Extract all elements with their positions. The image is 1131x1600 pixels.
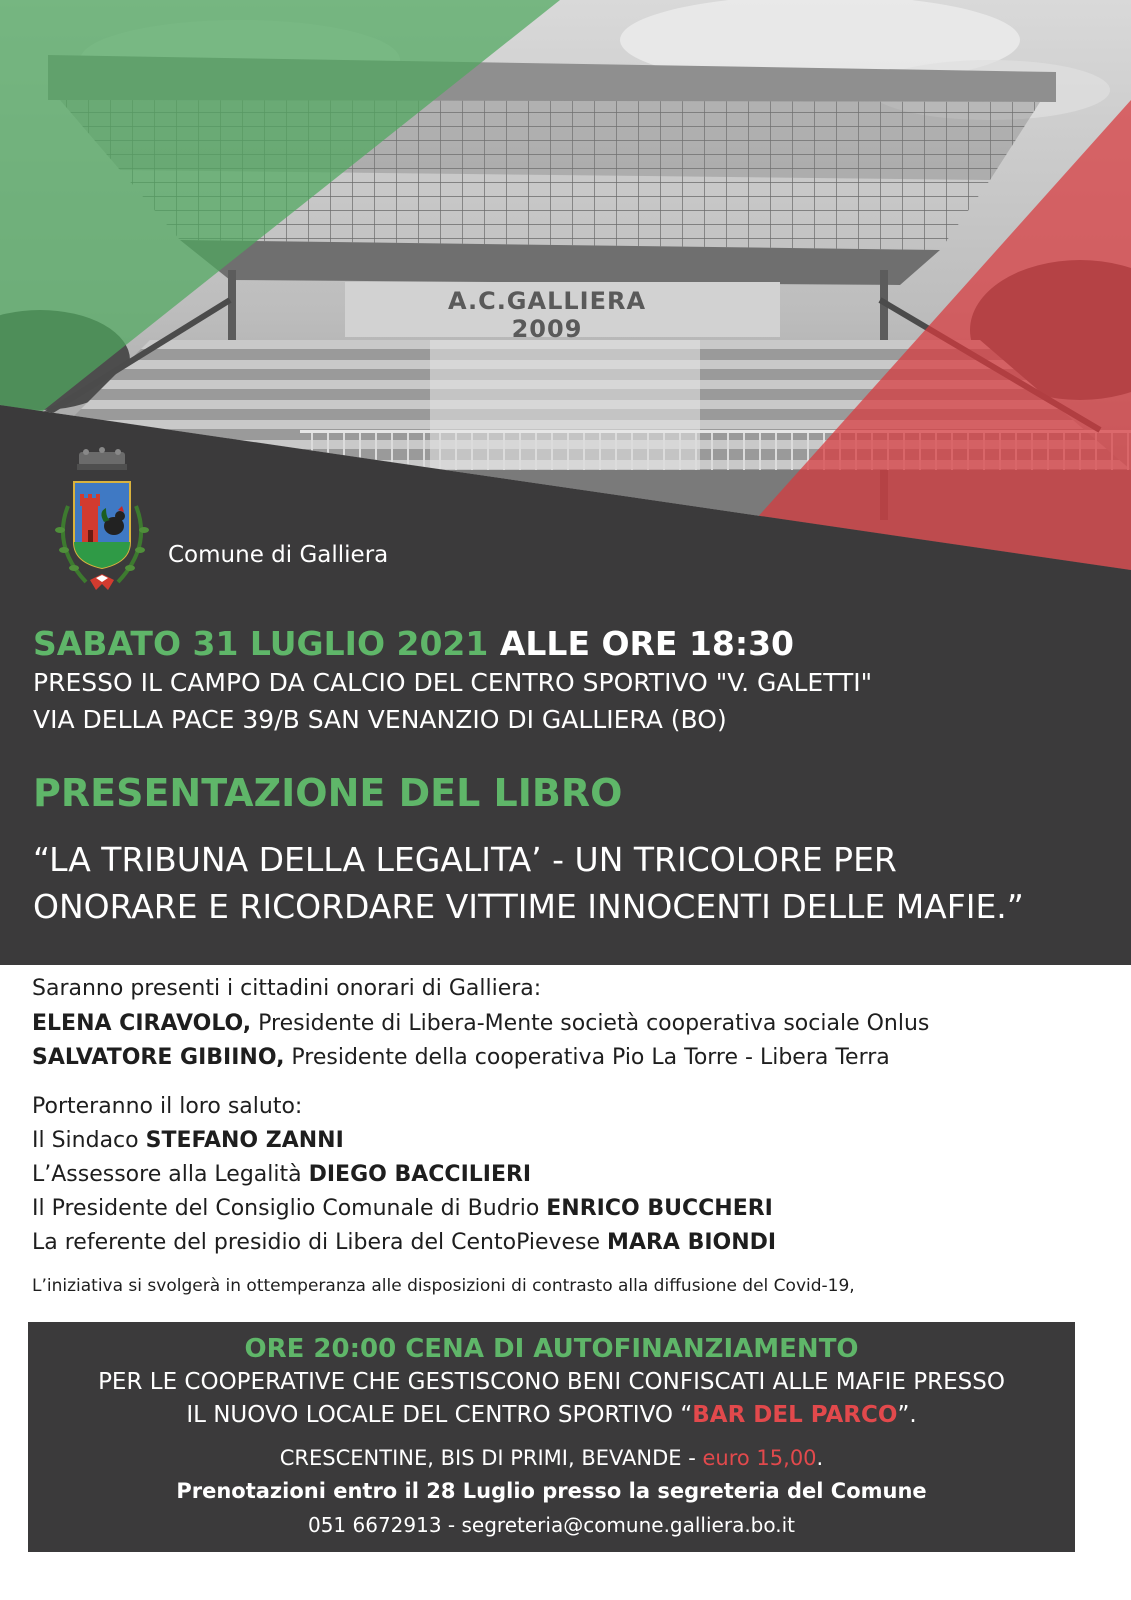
stand-banner: A.C.GALLIERA 2009 xyxy=(447,287,647,343)
presentation-title: PRESENTAZIONE DEL LIBRO xyxy=(33,771,623,815)
greetings-intro: Porteranno il loro saluto: xyxy=(32,1094,303,1119)
menu-price-suffix: . xyxy=(816,1446,824,1470)
greeter-name: STEFANO ZANNI xyxy=(145,1128,344,1153)
attendee-item xyxy=(32,1045,890,1070)
greeter-item xyxy=(32,1230,776,1255)
dinner-line-2 xyxy=(28,1402,1075,1428)
greeter-role: Il Presidente del Consiglio Comunale di Budrio xyxy=(32,1196,547,1221)
attendee-role: Presidente della cooperativa Pio La Torre - Libera Terra xyxy=(284,1045,890,1070)
covid-note: L’iniziativa si svolgerà in ottemperanza alle disposizioni di contrasto alla diffusione del Covid-19, xyxy=(32,1276,855,1296)
venue-line-2: VIA DELLA PACE 39/B SAN VENANZIO DI GALLIERA (BO) xyxy=(33,705,727,734)
dinner-box xyxy=(28,1322,1075,1552)
greeter-role: Il Sindaco xyxy=(32,1128,146,1153)
attendee-item xyxy=(32,1011,929,1036)
event-date: SABATO 31 LUGLIO 2021 xyxy=(33,624,489,663)
event-date-time xyxy=(33,624,794,663)
menu-line xyxy=(28,1446,1075,1470)
venue-line-1: PRESSO IL CAMPO DA CALCIO DEL CENTRO SPORTIVO "V. GALETTI" xyxy=(33,668,873,697)
greeter-item xyxy=(32,1162,531,1187)
dinner-line-2-prefix: IL NUOVO LOCALE DEL CENTRO SPORTIVO “ xyxy=(186,1402,693,1428)
attendees-intro: Saranno presenti i cittadini onorari di Galliera: xyxy=(32,976,542,1001)
greeter-role: L’Assessore alla Legalità xyxy=(32,1162,309,1187)
greeter-item xyxy=(32,1196,773,1221)
book-title-line-2: ONORARE E RICORDARE VITTIME INNOCENTI DELLE MAFIE.” xyxy=(33,887,1024,926)
menu-items: CRESCENTINE, BIS DI PRIMI, BEVANDE - xyxy=(279,1446,703,1470)
menu-price: euro 15,00 xyxy=(702,1446,817,1470)
booking-line: Prenotazioni entro il 28 Luglio presso la segreteria del Comune xyxy=(176,1479,927,1503)
contact-line: 051 6672913 - segreteria@comune.galliera.bo.it xyxy=(307,1513,796,1537)
comune-name: Comune di Galliera xyxy=(168,542,389,568)
attendee-name: ELENA CIRAVOLO, xyxy=(32,1011,252,1036)
dinner-line-2-suffix: ”. xyxy=(897,1402,917,1428)
comune-coat-of-arms xyxy=(46,446,156,596)
dinner-title: ORE 20:00 CENA DI AUTOFINANZIAMENTO xyxy=(244,1334,859,1364)
bar-name: BAR DEL PARCO xyxy=(692,1402,898,1428)
greeter-name: MARA BIONDI xyxy=(607,1230,777,1255)
dinner-line-1: PER LE COOPERATIVE CHE GESTISCONO BENI CONFISCATI ALLE MAFIE PRESSO xyxy=(98,1369,1005,1395)
greeter-name: ENRICO BUCCHERI xyxy=(546,1196,773,1221)
book-title-line-1: “LA TRIBUNA DELLA LEGALITA’ - UN TRICOLORE PER xyxy=(33,840,897,879)
attendee-role: Presidente di Libera-Mente società cooperativa sociale Onlus xyxy=(251,1011,930,1036)
greeter-name: DIEGO BACCILIERI xyxy=(308,1162,532,1187)
event-time: ALLE ORE 18:30 xyxy=(499,624,795,663)
attendee-name: SALVATORE GIBIINO, xyxy=(32,1045,285,1070)
greeter-role: La referente del presidio di Libera del CentoPievese xyxy=(32,1230,608,1255)
galliera-coat-of-arms-icon xyxy=(46,446,156,596)
greeter-item xyxy=(32,1128,344,1153)
